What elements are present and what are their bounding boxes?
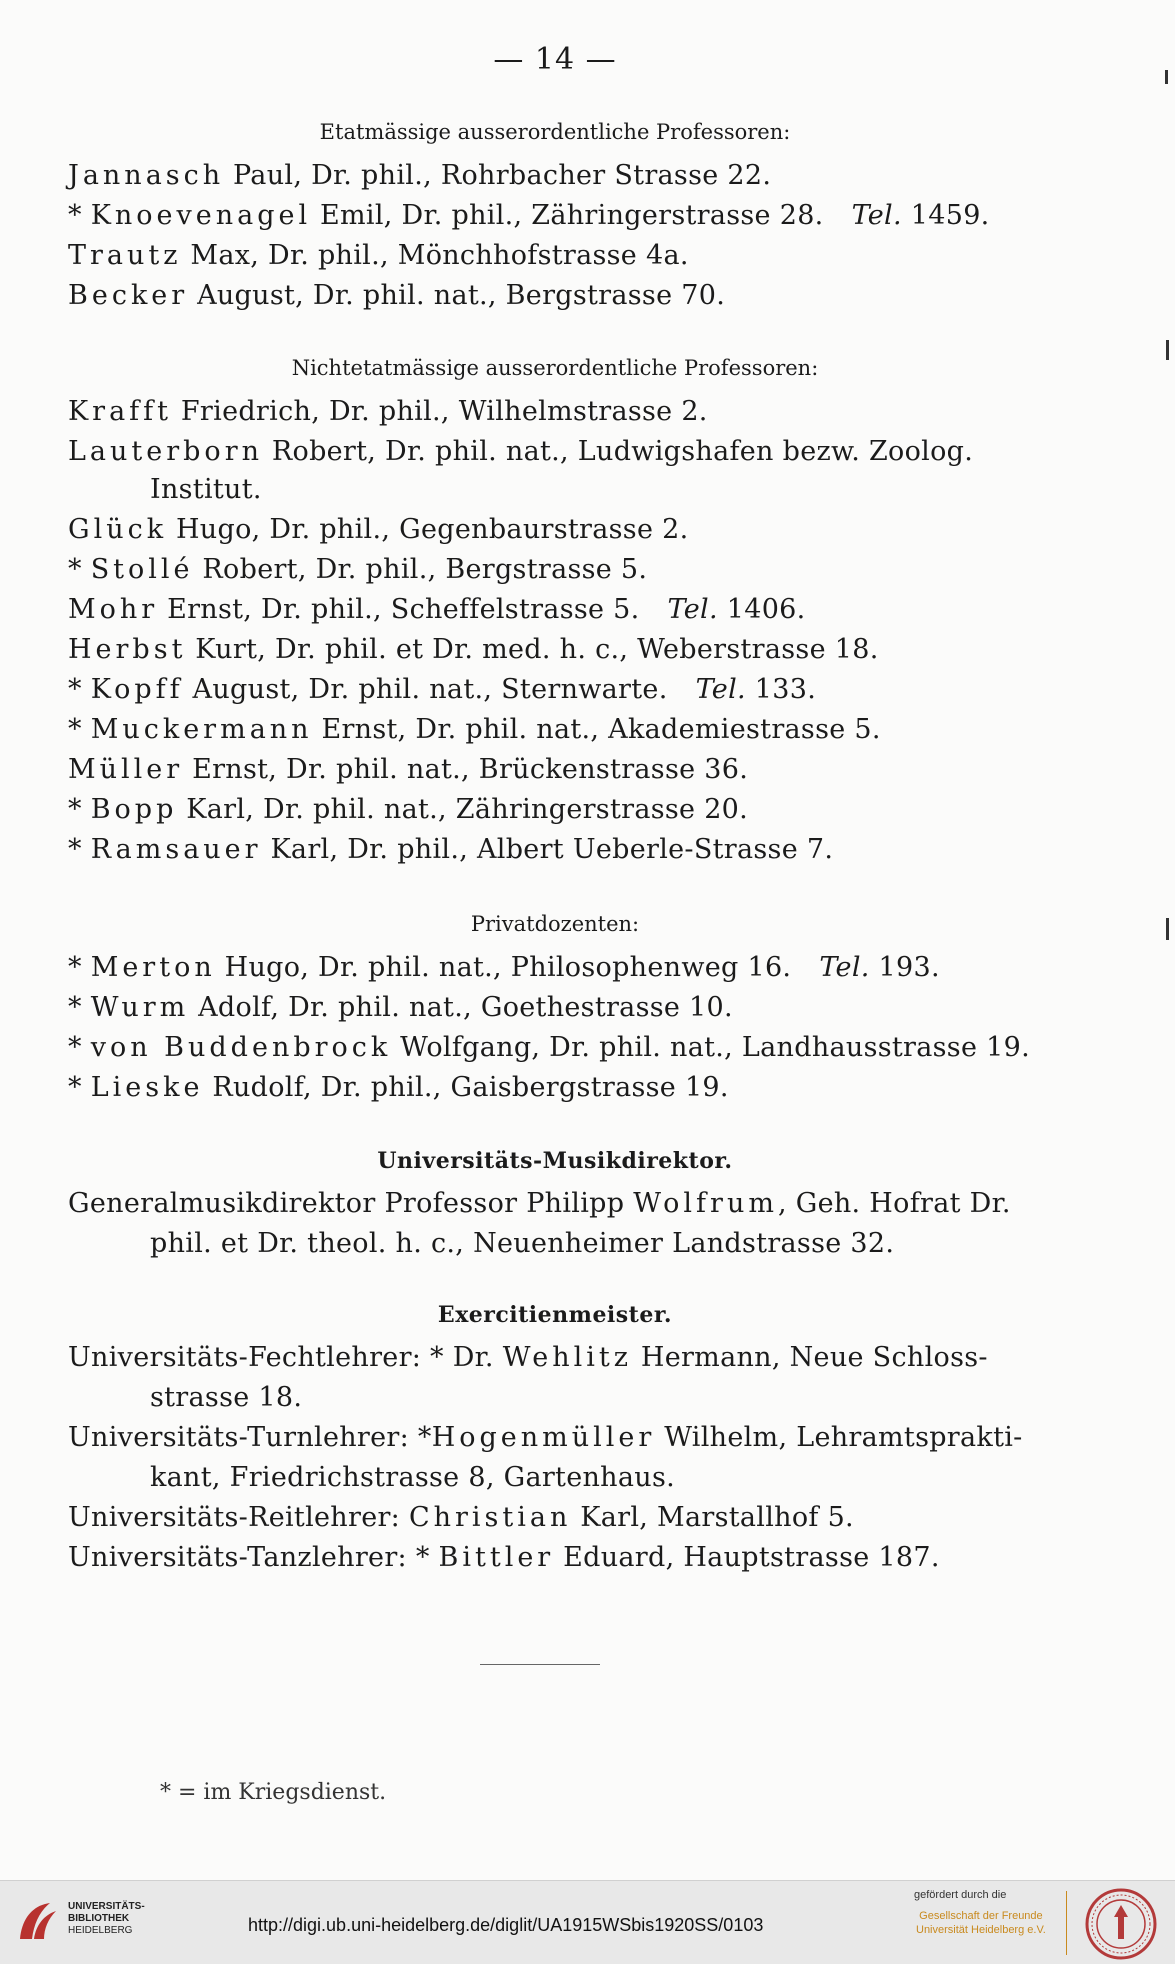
surname: Kopff [90, 674, 184, 705]
entry-line: * Stollé Robert, Dr. phil., Bergstrasse 5. [68, 554, 648, 585]
surname: Trautz [68, 240, 182, 271]
entry-line: Universitäts-Fechtlehrer: * Dr. Wehlitz Hermann, Neue Schloss- [68, 1342, 988, 1373]
surname: Christian [408, 1502, 572, 1533]
surname: Herbst [68, 634, 187, 665]
surname: Ramsauer [90, 834, 262, 865]
entry-continuation: phil. et Dr. theol. h. c., Neuenheimer Landstrasse 32. [150, 1228, 895, 1259]
entry-line: * Kopff August, Dr. phil. nat., Sternwarte. Tel. 133. [68, 674, 817, 705]
surname: Glück [68, 514, 168, 545]
society-name: Gesellschaft der Freunde Universität Heidelberg e.V. [916, 1910, 1046, 1936]
surname: Stollé [90, 554, 194, 585]
surname: Mohr [68, 594, 159, 625]
entry-line: * Wurm Adolf, Dr. phil. nat., Goethestrasse 10. [68, 992, 733, 1023]
section-divider [480, 1664, 600, 1665]
footer-bar [0, 1880, 1175, 1964]
surname: Becker [68, 280, 189, 311]
scan-edge-mark [1165, 70, 1168, 84]
entry-line: * Muckermann Ernst, Dr. phil. nat., Akademiestrasse 5. [68, 714, 881, 745]
entry-continuation: kant, Friedrichstrasse 8, Gartenhaus. [150, 1462, 675, 1493]
entry-line: * Merton Hugo, Dr. phil. nat., Philosophenweg 16. Tel. 193. [68, 952, 940, 983]
section-heading-privatdozenten: Privatdozenten: [470, 912, 640, 936]
entry-line: Jannasch Paul, Dr. phil., Rohrbacher Strasse 22. [68, 160, 772, 191]
surname: Müller [68, 754, 184, 785]
section-heading-etatmaessige: Etatmässige ausserordentliche Professoren: [319, 120, 791, 144]
entry-line: Becker August, Dr. phil. nat., Bergstrasse 70. [68, 280, 726, 311]
permalink-url[interactable]: http://digi.ub.uni-heidelberg.de/diglit/UA1915WSbis1920SS/0103 [248, 1915, 764, 1935]
tel-label: Tel. [667, 594, 718, 625]
section-heading-nichtetatmaessige: Nichtetatmässige ausserordentliche Professoren: [291, 356, 819, 380]
entry-continuation: strasse 18. [150, 1382, 303, 1413]
entry-line: Herbst Kurt, Dr. phil. et Dr. med. h. c., Weberstrasse 18. [68, 634, 879, 665]
library-name: UNIVERSITÄTS- BIBLIOTHEK HEIDELBERG [68, 1901, 145, 1936]
section-heading-musikdirektor: Universitäts-Musikdirektor. [377, 1148, 733, 1174]
surname: von Buddenbrock [90, 1032, 392, 1063]
surname: Jannasch [68, 160, 225, 191]
entry-line: * von Buddenbrock Wolfgang, Dr. phil. nat., Landhausstrasse 19. [68, 1032, 1030, 1063]
surname: Bittler [438, 1542, 555, 1573]
entry-line: * Ramsauer Karl, Dr. phil., Albert Ueberle-Strasse 7. [68, 834, 834, 865]
surname: Lieske [90, 1072, 204, 1103]
tel-label: Tel. [819, 952, 870, 983]
surname: Wehlitz [502, 1342, 632, 1373]
entry-line: Universitäts-Turnlehrer: *Hogenmüller Wilhelm, Lehramtsprakti- [68, 1422, 1023, 1453]
footer-separator [1066, 1891, 1067, 1955]
scan-edge-mark [1166, 340, 1169, 360]
funded-by-label: gefördert durch die [914, 1889, 1007, 1901]
entry-line: Müller Ernst, Dr. phil. nat., Brückenstrasse 36. [68, 754, 749, 785]
entry-line: Glück Hugo, Dr. phil., Gegenbaurstrasse 2. [68, 514, 689, 545]
surname: Lauterborn [68, 436, 263, 467]
surname: Hogenmüller [431, 1422, 656, 1453]
entry-line: Krafft Friedrich, Dr. phil., Wilhelmstrasse 2. [68, 396, 708, 427]
library-logo-icon [12, 1897, 62, 1947]
surname: Wolfrum [633, 1188, 778, 1219]
university-seal-icon [1084, 1887, 1158, 1961]
entry-continuation: Institut. [150, 474, 262, 505]
entry-line: * Lieske Rudolf, Dr. phil., Gaisbergstrasse 19. [68, 1072, 729, 1103]
entry-line: * Knoevenagel Emil, Dr. phil., Zähringerstrasse 28. Tel. 1459. [68, 200, 990, 231]
surname: Bopp [90, 794, 178, 825]
surname: Wurm [90, 992, 190, 1023]
section-heading-exercitienmeister: Exercitienmeister. [437, 1302, 673, 1328]
surname: Knoevenagel [90, 200, 312, 231]
entry-line: Generalmusikdirektor Professor Philipp Wolfrum, Geh. Hofrat Dr. [68, 1188, 1011, 1219]
entry-line: Universitäts-Tanzlehrer: * Bittler Eduard, Hauptstrasse 187. [68, 1542, 940, 1573]
scan-edge-mark [1166, 918, 1169, 940]
footnote: * = im Kriegsdienst. [160, 1780, 387, 1805]
tel-label: Tel. [851, 200, 902, 231]
entry-line: Trautz Max, Dr. phil., Mönchhofstrasse 4a. [68, 240, 689, 271]
surname: Krafft [68, 396, 173, 427]
entry-line: Lauterborn Robert, Dr. phil. nat., Ludwigshafen bezw. Zoolog. [68, 436, 974, 467]
entry-line: Universitäts-Reitlehrer: Christian Karl, Marstallhof 5. [68, 1502, 854, 1533]
tel-label: Tel. [695, 674, 746, 705]
entry-line: * Bopp Karl, Dr. phil. nat., Zähringerstrasse 20. [68, 794, 749, 825]
surname: Merton [90, 952, 216, 983]
surname: Muckermann [90, 714, 313, 745]
page-number: — 14 — [493, 42, 617, 77]
entry-line: Mohr Ernst, Dr. phil., Scheffelstrasse 5. Tel. 1406. [68, 594, 806, 625]
